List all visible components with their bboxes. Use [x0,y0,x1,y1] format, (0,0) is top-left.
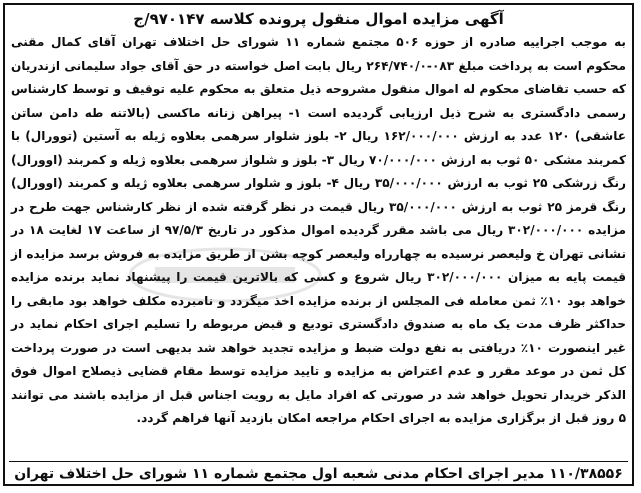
notice-title: آگهی مزایده اموال منقول پرونده کلاسه ۹۷۰۱۴۷/ج [133,10,504,28]
notice-footer: ۱۱۰/۳۸۵۵۶ مدیر اجرای احکام مدنی شعبه اول مجتمع شماره ۱۱ شورای حل اختلاف تهران [14,466,623,482]
notice-body: به موجب اجراییه صادره از حوزه ۵۰۶ مجتمع شماره ۱۱ شورای حل اختلاف تهران آقای کمال مقنی محکوم است به پرداخت مبلغ ۰۸۳-۲۶۴/۷۴۰/۰ ریال بابت اصل خواسته در حق آقای جواد سلیمانی ازندریان که حسب تقاضای محکوم له اموال منقول مشروحه ذیل متعلق به محکوم علیه توقیف و توسط کارشناس رسمی دادگستری به شرح ذیل ارزیابی گردیده است ۱- پیراهن زنانه ماکسی (بالاتنه طه دامن ساتن عاشقی) ۱۲۰ عدد به ارزش ۱۶۲/۰۰۰/۰۰۰ ریال ۲- بلوز شلوار سرهمی بعلاوه ژیله به آستین (توورال) با کمربند مشکی ۵۰ ثوب به ارزش ۷۰/۰۰۰/۰۰۰ ریال ۳- بلوز و شلواز سرهمی بعلاوه ژیله و کمربند (اوورال) رنگ زرشکی ۲۵ ثوب به ارزش ۳۵/۰۰۰/۰۰۰ ریال ۴- بلوز و شلوار سرهمی بعلاوه ژیله و کمربند (اوورال) رنگ قرمز ۲۵ ثوب به ارزش ۳۵/۰۰۰/۰۰۰ ریال قیمت در نظر گرفته شده از نظر کارشناس جهت طرح در مزایده ۳۰۲/۰۰۰/۰۰۰ ریال می باشد مقرر گردیده اموال مذکور در تاریخ ۹۷/۵/۳ از ساعت ۱۷ لغایت ۱۸ در نشانی تهران خ ولیعصر نرسیده به چهارراه ولیعصر کوچه بشن از طریق مزایده به فروش برسد مزایده از قیمت پایه به میزان ۳۰۲/۰۰۰/۰۰۰ ریال شروع و کسی که بالاترین قیمت را پیشنهاد نماید برنده مزایده خواهد بود ۱۰٪ ثمن معامله فی المجلس از برنده مزایده اخذ میگردد و نامبرده مکلف خواهد بود مابقی را حداکثر ظرف مدت یک ماه به صندوق دادگستری تودیع و قبض مربوطه را تسلیم اجرای احکام نماید در غیر اینصورت ۱۰٪ دریافتی به نفع دولت ضبط و مزایده تجدید خواهد شد بدیهی است در صورت پرداخت کل ثمن در موعد مقرر و عدم اعتراض به مزایده و تایید مزایده توسط مقام قضایی ذیصلاح اموال فوق الذکر خریدار تحویل خواهد شد در صورتی که افراد مایل به رویت اجناس قبل از مزایده باشند می توانند ۵ روز قبل از برگزاری مزایده به اجرای احکام مراجعه امکان بازدید آنها فراهم گردد. [11,35,627,425]
auction-notice [3,3,634,486]
footer-divider [9,461,628,462]
